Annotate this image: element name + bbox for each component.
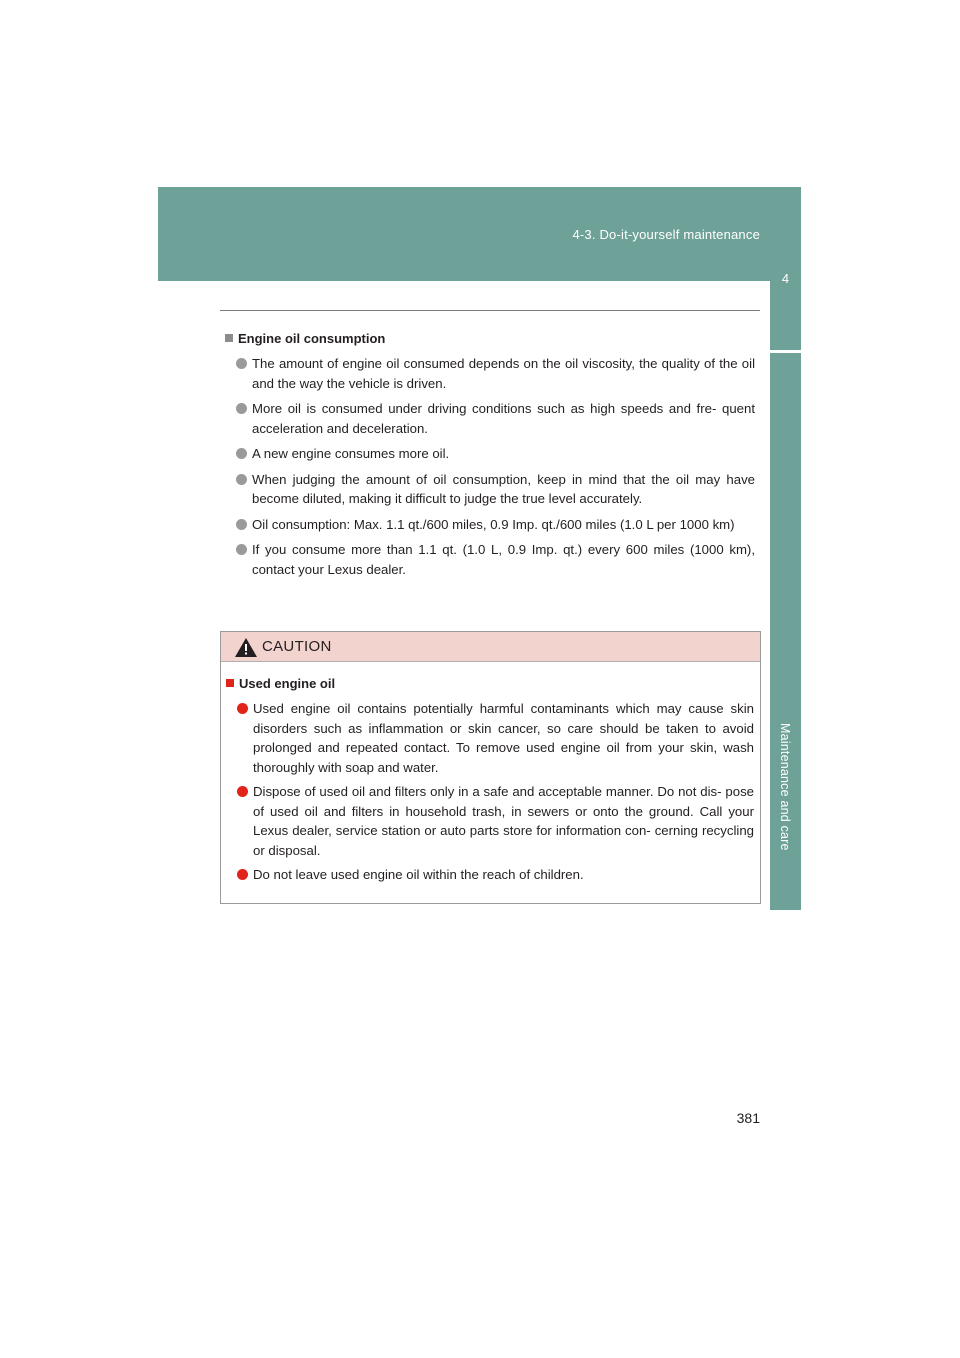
engine-oil-bullet-list: [225, 354, 755, 579]
list-item: [226, 865, 754, 885]
circle-bullet-icon: [236, 358, 247, 369]
list-item: [225, 515, 755, 535]
header-band: [158, 187, 801, 281]
list-item-text: Dispose of used oil and filters only in a safe and acceptable manner. Do not dis- pose of used oil and filters in household trash, in sewers or onto the ground. Call your Lexus dealer, service station or auto parts store for information con- cerning recycling or disposal.: [253, 784, 754, 858]
caution-heading-text: Used engine oil: [239, 676, 336, 691]
list-item-text: More oil is consumed under driving conditions such as high speeds and fre- quent acceleration and deceleration.: [252, 401, 755, 436]
list-item-text: If you consume more than 1.1 qt. (1.0 L, 0.9 Imp. qt.) every 600 miles (1000 km), contact your Lexus dealer.: [252, 542, 755, 577]
list-item: [225, 399, 755, 438]
caution-heading: [226, 675, 754, 693]
list-item-text: A new engine consumes more oil.: [252, 446, 450, 461]
circle-bullet-icon: [236, 403, 247, 414]
list-item: [225, 354, 755, 393]
caution-body: [226, 675, 754, 890]
caution-box: [220, 631, 761, 904]
list-item: [226, 699, 754, 777]
list-item: [226, 782, 754, 860]
chapter-number: 4: [781, 271, 790, 286]
circle-bullet-icon: [237, 703, 248, 714]
side-tab-chapter-number: [770, 187, 801, 350]
square-icon: [226, 679, 234, 687]
square-icon: [225, 334, 233, 342]
list-item: [225, 540, 755, 579]
circle-bullet-icon: [236, 519, 247, 530]
section-divider: [220, 310, 760, 311]
list-item: [225, 444, 755, 464]
list-item-text: Do not leave used engine oil within the reach of children.: [253, 867, 584, 882]
caution-header: [221, 632, 760, 662]
circle-bullet-icon: [236, 544, 247, 555]
engine-oil-section: [225, 330, 755, 585]
side-tab-chapter-label: [770, 353, 801, 910]
section-heading: [225, 330, 755, 348]
circle-bullet-icon: [237, 786, 248, 797]
warning-triangle-icon: [235, 638, 257, 657]
caution-title: CAUTION: [262, 638, 332, 655]
list-item-text: The amount of engine oil consumed depends on the oil viscosity, the quality of the oil and the way the vehicle is driven.: [252, 356, 755, 391]
list-item: [225, 470, 755, 509]
circle-bullet-icon: [236, 474, 247, 485]
chapter-label: Maintenance and care: [778, 723, 792, 851]
caution-bullet-list: [226, 699, 754, 885]
circle-bullet-icon: [237, 869, 248, 880]
circle-bullet-icon: [236, 448, 247, 459]
list-item-text: When judging the amount of oil consumption, keep in mind that the oil may have become diluted, making it difficult to judge the true level accurately.: [252, 471, 755, 506]
list-item-text: Oil consumption: Max. 1.1 qt./600 miles, 0.9 Imp. qt./600 miles (1.0 L per 1000 km): [252, 516, 735, 532]
page-number: 381: [736, 1110, 760, 1126]
list-item-text: Used engine oil contains potentially harmful contaminants which may cause skin disorders such as inflammation or skin cancer, so care should be taken to avoid prolonged and repeated contact. To remove used engine oil from your skin, wash thoroughly with soap and water.: [253, 701, 754, 775]
section-heading-text: Engine oil consumption: [238, 331, 386, 346]
section-title: 4-3. Do-it-yourself maintenance: [572, 227, 760, 242]
